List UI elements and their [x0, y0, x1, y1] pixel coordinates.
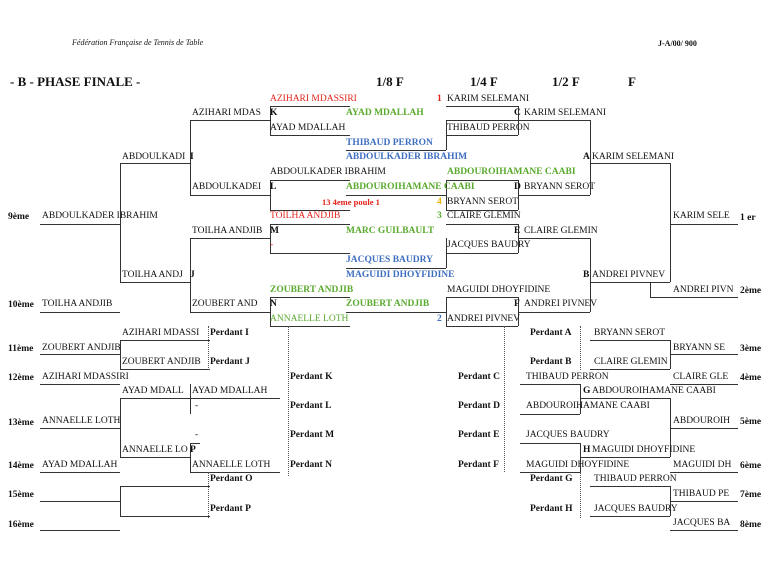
match-letter: L [270, 182, 277, 192]
player-name: ABDOULKADER IBRAHIM [346, 152, 468, 162]
player-name: ZOUBERT ANDJIB [42, 343, 121, 353]
loser-label: Perdant A [530, 328, 572, 338]
player-name: ABDOUROIH [673, 416, 730, 426]
player-name: KARIM SELEMANI [447, 94, 530, 104]
player-name: AZIHARI MDASSIRI [270, 94, 357, 104]
loser-label: Perdant D [458, 401, 500, 411]
player-name: ANNAELLE LOTH [42, 416, 121, 426]
place-3: 3ème [740, 344, 762, 354]
player-name: CLAIRE GLEMIN [447, 211, 521, 221]
match-letter: F [514, 299, 520, 309]
bye-dash: - [195, 430, 199, 440]
match-letter: H [583, 445, 591, 455]
match-letter: D [514, 182, 521, 192]
place-16: 16ème [8, 520, 34, 530]
player-name: TOILHA ANDJIB [42, 299, 113, 309]
loser-label: Perdant J [210, 357, 250, 367]
player-name: AYAD MDALLAH [346, 108, 424, 118]
loser-label: Perdant L [290, 401, 332, 411]
place-5: 5ème [740, 417, 762, 427]
player-name: ABDOUROIHAMANE CAABI [346, 182, 475, 192]
bye-dash: - [270, 240, 274, 250]
round-label-eighth: 1/8 F [376, 74, 404, 89]
player-name: ANDREI PIVNEV [592, 270, 666, 280]
place-6: 6ème [740, 461, 762, 471]
loser-label: Perdant G [530, 474, 573, 484]
match-letter: K [270, 108, 278, 118]
player-name: ABDOULKADEI [192, 182, 262, 192]
player-name: TOILHA ANDJIB [192, 226, 263, 236]
player-name: THIBAUD PERRON [447, 123, 530, 133]
player-name: BRYANN SEROT [594, 328, 665, 338]
player-name: ANDREI PIVNEV [524, 299, 598, 309]
seed-number: 3 [437, 211, 442, 221]
player-name: AZIHARI MDASSI [122, 328, 200, 338]
match-letter: N [270, 299, 277, 309]
place-14: 14ème [8, 461, 34, 471]
loser-label: Perdant K [290, 372, 333, 382]
player-name: AZIHARI MDASSIRI [42, 372, 129, 382]
loser-label: Perdant B [530, 357, 572, 367]
player-name: BRYANN SEROT [524, 182, 595, 192]
player-name: THIBAUD PERRON [346, 138, 433, 148]
federation-name: Fédération Française de Tennis de Table [72, 38, 204, 47]
loser-label: Perdant E [458, 430, 500, 440]
match-letter: M [270, 226, 279, 236]
player-name: AYAD MDALLAH [192, 386, 268, 396]
player-name: JACQUES BAUDRY [594, 504, 678, 514]
place-9: 9ème [8, 212, 30, 222]
loser-label: Perdant C [458, 372, 500, 382]
round-label-quarter: 1/4 F [470, 74, 498, 89]
match-letter: A [583, 152, 590, 162]
match-letter: B [583, 270, 590, 280]
player-name: ABDOULKADER IBRAHIM [270, 167, 386, 177]
player-name: ABDOULKADI [122, 152, 186, 162]
pool-note: 13 4eme poule 1 [322, 197, 380, 207]
player-name: AYAD MDALLAH [270, 123, 346, 133]
place-1: 1 er [740, 213, 756, 223]
match-letter: G [583, 386, 591, 396]
place-15: 15ème [8, 490, 34, 500]
place-4: 4ème [740, 373, 762, 383]
place-11: 11ème [8, 344, 34, 354]
player-name: ANDREI PIVN [673, 285, 734, 295]
place-13: 13ème [8, 418, 34, 428]
seed-number: 4 [437, 197, 442, 207]
player-name: BRYANN SE [673, 343, 725, 353]
round-label-final: F [628, 74, 636, 89]
match-letter: E [514, 226, 521, 236]
player-name: MARC GUILBAULT [346, 226, 435, 236]
player-name: ANDREI PIVNEV [447, 314, 521, 324]
player-name: ANNAELLE LOTH [270, 314, 349, 324]
player-name: ZOUBERT AND [192, 299, 258, 309]
loser-label: Perdant F [458, 460, 499, 470]
player-name: BRYANN SEROT [447, 197, 518, 207]
player-name: JACQUES BAUDRY [447, 240, 531, 250]
match-letter: I [190, 152, 194, 162]
player-name: ANNAELLE LOTH [192, 460, 271, 470]
player-name: KARIM SELEMANI [592, 152, 675, 162]
loser-label: Perdant O [210, 474, 253, 484]
match-letter: J [190, 270, 195, 280]
player-name: TOILHA ANDJ [122, 270, 183, 280]
place-7: 7ème [740, 490, 762, 500]
round-label-semi: 1/2 F [552, 74, 580, 89]
player-name: MAGUIDI DHOYFIDINE [346, 270, 455, 280]
player-name: AYAD MDALLAH [42, 460, 118, 470]
document-reference: J-A/00/ 900 [658, 39, 697, 48]
place-8: 8ème [740, 520, 762, 530]
player-name: MAGUIDI DHOYFIDINE [526, 460, 630, 470]
place-12: 12ème [8, 373, 34, 383]
player-name: MAGUIDI DHOYFIDINE [447, 285, 551, 295]
player-name: CLAIRE GLEMIN [524, 226, 598, 236]
loser-label: Perdant N [290, 460, 332, 470]
player-name: CLAIRE GLEMIN [594, 357, 668, 367]
player-name: KARIM SELE [673, 211, 730, 221]
loser-label: Perdant M [290, 430, 335, 440]
player-name: ABDOULKADER IBRAHIM [42, 211, 158, 221]
player-name: ANNAELLE LO [122, 445, 188, 455]
player-name: ZOUBERT ANDJIB [270, 285, 354, 295]
loser-label: Perdant P [210, 504, 251, 514]
player-name: AZIHARI MDAS [192, 108, 261, 118]
player-name: THIBAUD PERRON [594, 474, 677, 484]
player-name: THIBAUD PERRON [526, 372, 609, 382]
player-name: JACQUES BAUDRY [346, 255, 434, 265]
player-name: JACQUES BA [673, 518, 731, 528]
place-10: 10ème [8, 300, 34, 310]
player-name: TOILHA ANDJIB [270, 211, 341, 221]
player-name: ZOUBERT ANDJIB [122, 357, 201, 367]
place-2: 2ème [740, 286, 762, 296]
player-name: MAGUIDI DH [673, 460, 732, 470]
match-letter: P [190, 445, 196, 455]
player-name: KARIM SELEMANI [524, 108, 607, 118]
seed-number: 1 [437, 94, 442, 104]
loser-label: Perdant H [530, 504, 573, 514]
seed-number: 2 [437, 314, 442, 324]
player-name: ABDOUROIHAMANE CAABI [526, 401, 650, 411]
page-title: - B - PHASE FINALE - [10, 74, 141, 89]
bye-dash: - [195, 401, 199, 411]
player-name: THIBAUD PE [673, 489, 730, 499]
player-name: ABDOUROIHAMANE CAABI [592, 386, 716, 396]
loser-label: Perdant I [210, 328, 249, 338]
player-name: MAGUIDI DHOYFIDINE [592, 445, 696, 455]
match-letter: C [514, 108, 521, 118]
player-name: AYAD MDALL [122, 386, 184, 396]
player-name: ABDOUROIHAMANE CAABI [447, 167, 576, 177]
player-name: CLAIRE GLE [673, 372, 729, 382]
player-name: JACQUES BAUDRY [526, 430, 610, 440]
player-name: ZOUBERT ANDJIB [346, 299, 430, 309]
